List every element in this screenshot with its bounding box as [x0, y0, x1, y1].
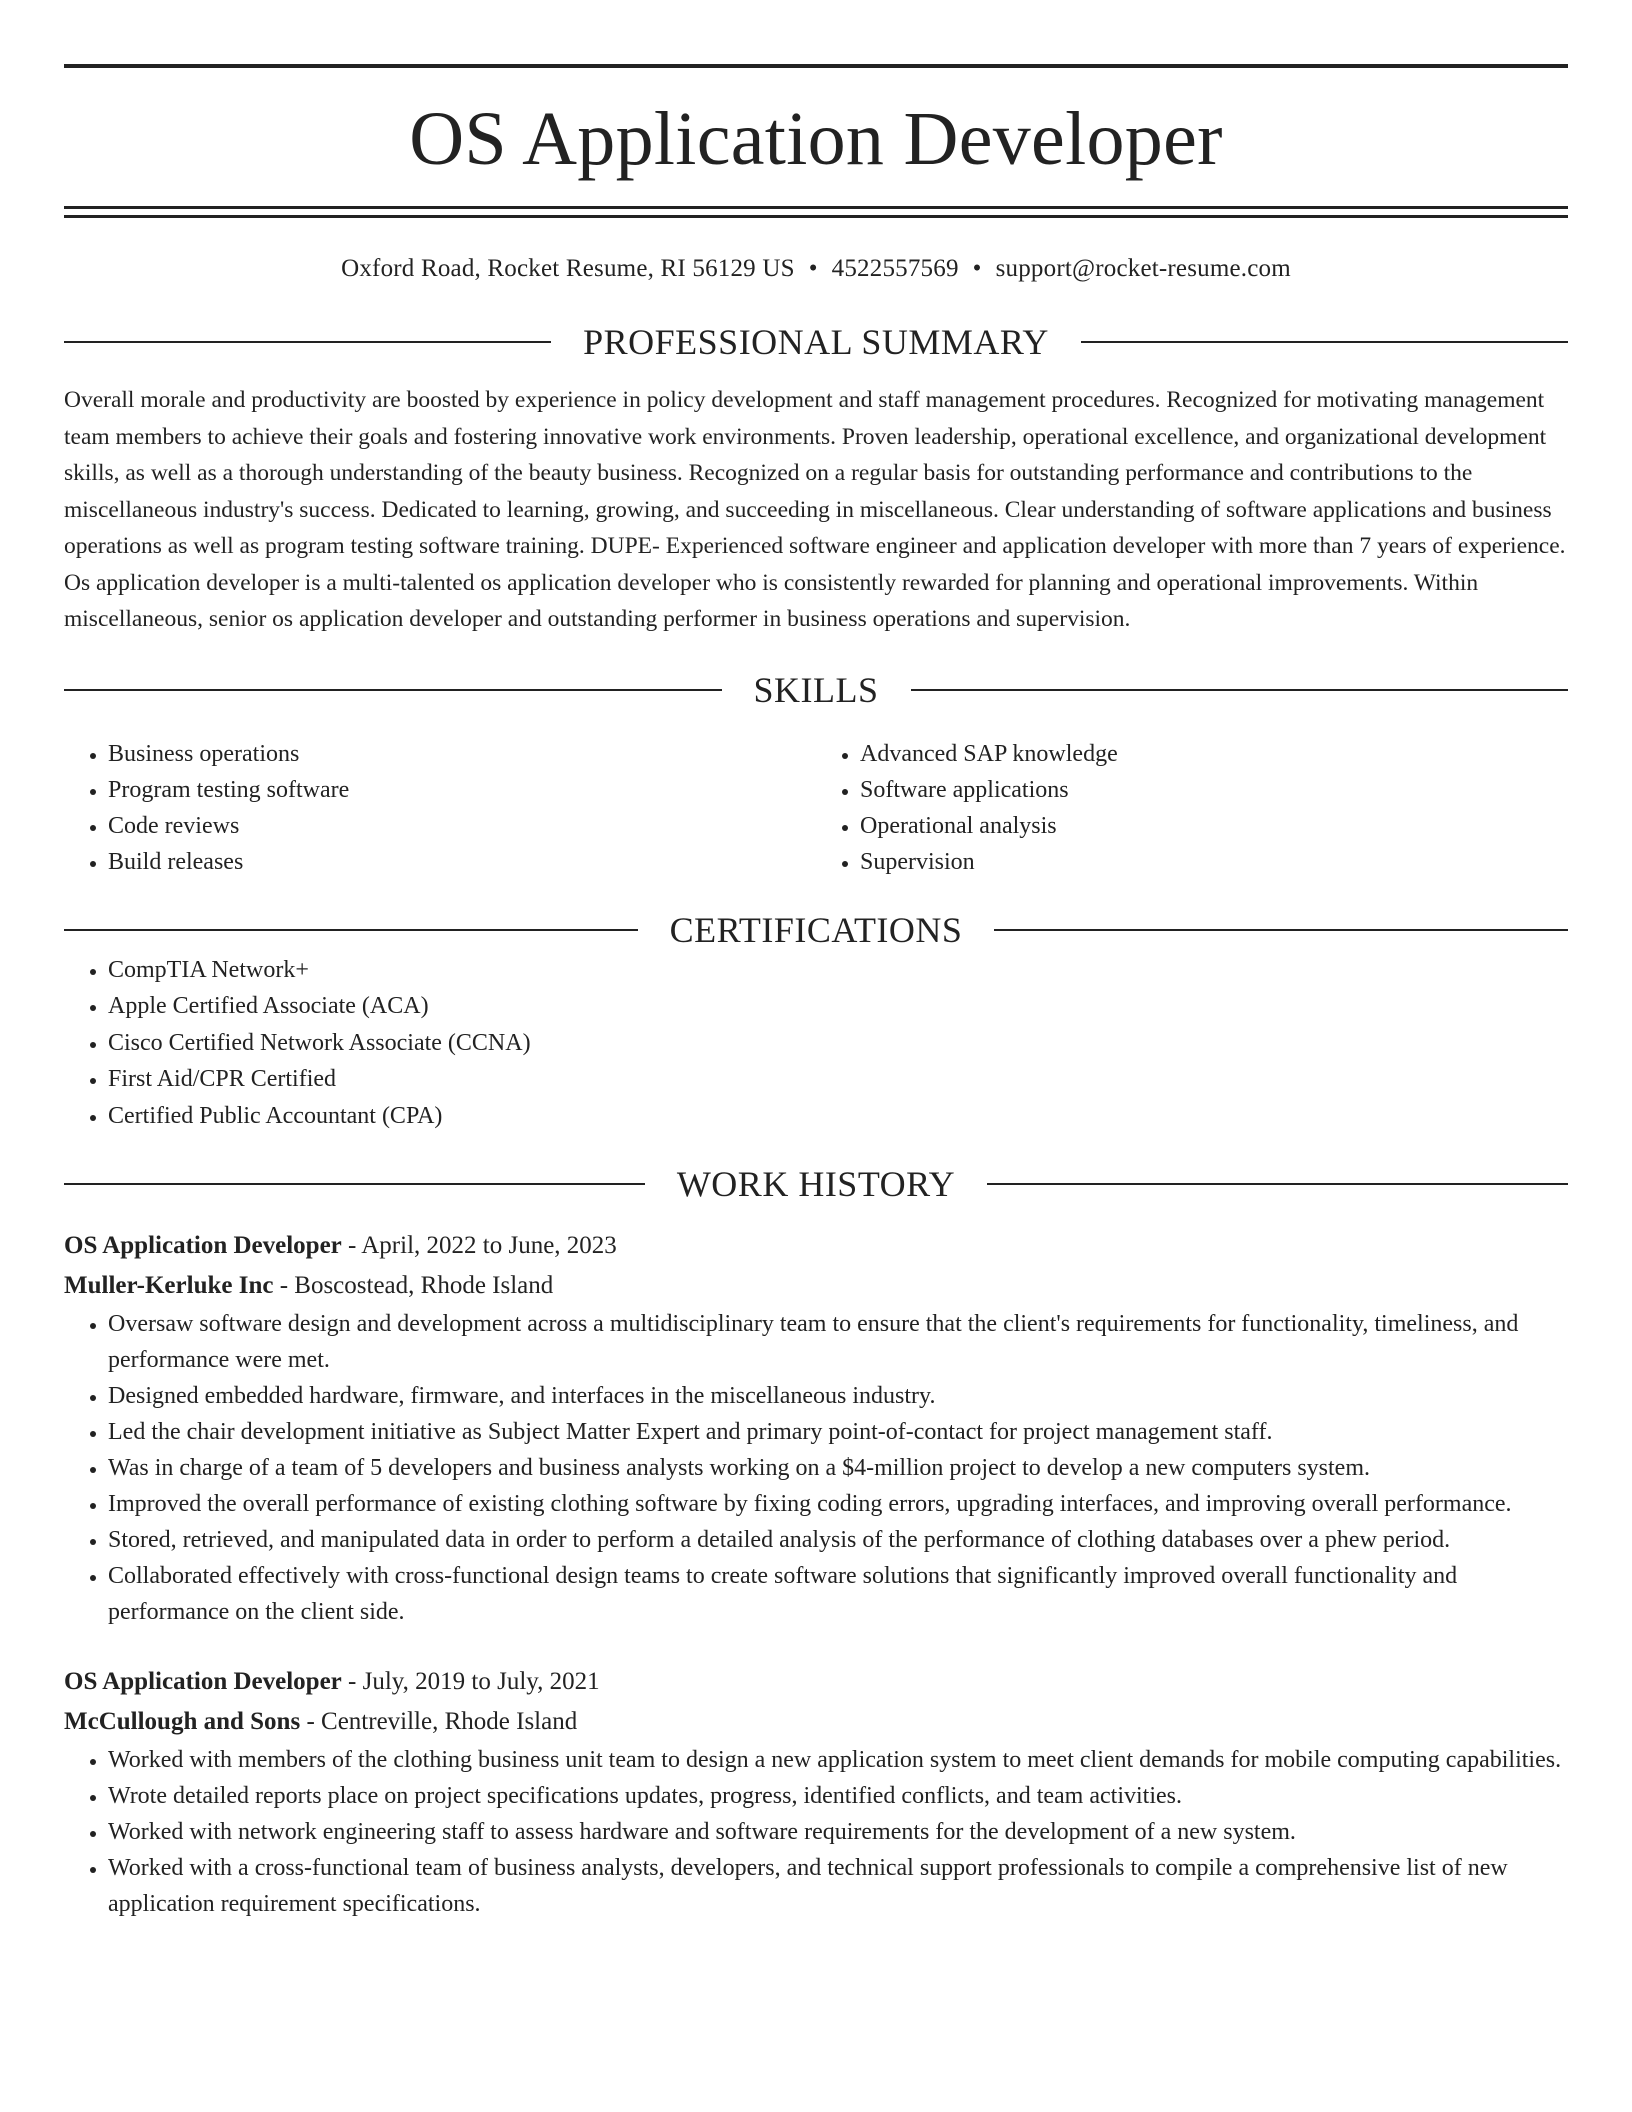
job-company: McCullough and Sons	[64, 1708, 301, 1735]
certifications-heading: CERTIFICATIONS	[669, 909, 963, 950]
job-title-line	[64, 1662, 1568, 1702]
job-bullet: • Worked with members of the clothing business unit team to design a new application system to meet client demands for mobile computing capabilities.	[108, 1742, 1568, 1778]
header-rule-1	[64, 206, 1568, 209]
certification-item: • Certified Public Accountant (CPA)	[108, 1098, 1568, 1135]
header-rule-2	[64, 215, 1568, 218]
certification-item: • Cisco Certified Network Associate (CCNA)	[108, 1025, 1568, 1062]
contact-separator: •	[808, 255, 818, 282]
skills-heading: SKILLS	[753, 669, 879, 710]
summary-heading: PROFESSIONAL SUMMARY	[583, 322, 1049, 362]
section-heading-summary	[64, 320, 1568, 364]
job-location: - Boscostead, Rhode Island	[273, 1272, 554, 1299]
job-title: OS Application Developer	[64, 1232, 342, 1259]
skill-item: • Software applications	[860, 772, 1568, 808]
skill-item: • Operational analysis	[860, 808, 1568, 844]
job-bullets	[64, 1742, 1568, 1922]
heading-rule-right	[911, 689, 1569, 691]
contact-address: Oxford Road, Rocket Resume, RI 56129 US	[341, 255, 795, 282]
certification-item: • First Aid/CPR Certified	[108, 1061, 1568, 1098]
heading-rule-left	[64, 341, 551, 343]
skills-columns	[64, 736, 1568, 880]
skills-list-left	[64, 736, 816, 880]
skill-item: • Advanced SAP knowledge	[860, 736, 1568, 772]
heading-rule-right	[994, 929, 1568, 931]
heading-rule-left	[64, 689, 722, 691]
skill-item: • Build releases	[108, 844, 816, 880]
section-heading-certifications	[64, 908, 1568, 952]
resume-title: OS Application Developer	[409, 97, 1223, 181]
heading-rule-right	[1081, 341, 1568, 343]
work-heading: WORK HISTORY	[676, 1164, 956, 1204]
contact-email: support@rocket-resume.com	[995, 255, 1291, 282]
job-entry	[64, 1226, 1568, 1630]
job-bullet: • Was in charge of a team of 5 developers and business analysts working on a $4-million project to develop a new computers system.	[108, 1450, 1568, 1486]
job-bullet: • Worked with network engineering staff to assess hardware and software requirements for the development of a new system.	[108, 1814, 1568, 1850]
job-title: OS Application Developer	[64, 1668, 342, 1695]
certifications-list	[64, 952, 1568, 1135]
job-bullets	[64, 1306, 1568, 1630]
job-bullet: • Worked with a cross-functional team of business analysts, developers, and technical support professionals to compile a comprehensive list of new application requirement specifications.	[108, 1850, 1568, 1922]
contact-separator: •	[972, 255, 982, 282]
job-dates: - July, 2019 to July, 2021	[341, 1668, 600, 1695]
heading-rule-left	[64, 1183, 645, 1185]
summary-text: Overall morale and productivity are boosted by experience in policy development and staff management procedures. Recognized for motivating management team members to achieve their goals and fostering innovative work environments. Proven leadership, operational excellence, and organizational development skills, as well as a thorough understanding of the beauty business. Recognized on a regular basis for outstanding performance and contributions to the miscellaneous industry's success. Dedicated to learning, growing, and succeeding in miscellaneous. Clear understanding of software applications and business operations as well as program testing software training. DUPE- Experienced software engineer and application developer with more than 7 years of experience. Os application developer is a multi-talented os application developer who is consistently rewarded for planning and operational improvements. Within miscellaneous, senior os application developer and outstanding performer in business operations and supervision.	[64, 387, 1566, 632]
job-bullet: • Improved the overall performance of existing clothing software by fixing coding errors, upgrading interfaces, and improving overall performance.	[108, 1486, 1568, 1522]
job-bullet: • Stored, retrieved, and manipulated data in order to perform a detailed analysis of the performance of clothing databases over a phew period.	[108, 1522, 1568, 1558]
skill-item: • Supervision	[860, 844, 1568, 880]
skill-item: • Code reviews	[108, 808, 816, 844]
heading-rule-left	[64, 929, 638, 931]
job-dates: - April, 2022 to June, 2023	[341, 1232, 617, 1259]
certification-item: • CompTIA Network+	[108, 952, 1568, 989]
job-bullet: • Oversaw software design and development across a multidisciplinary team to ensure that the client's requirements for functionality, timeliness, and performance were met.	[108, 1306, 1568, 1378]
job-title-line	[64, 1226, 1568, 1266]
job-bullet: • Designed embedded hardware, firmware, and interfaces in the miscellaneous industry.	[108, 1378, 1568, 1414]
job-bullet: • Wrote detailed reports place on project specifications updates, progress, identified conflicts, and team activities.	[108, 1778, 1568, 1814]
job-bullet: • Collaborated effectively with cross-functional design teams to create software solutions that significantly improved overall functionality and performance on the client side.	[108, 1558, 1568, 1630]
resume-page	[64, 64, 1568, 1922]
contact-line	[64, 252, 1568, 286]
heading-rule-right	[987, 1183, 1568, 1185]
skill-item: • Program testing software	[108, 772, 816, 808]
skill-item: • Business operations	[108, 736, 816, 772]
job-company-line	[64, 1702, 1568, 1742]
section-heading-skills	[64, 668, 1568, 712]
job-entry	[64, 1662, 1568, 1922]
contact-phone: 4522557569	[831, 255, 959, 282]
certification-item: • Apple Certified Associate (ACA)	[108, 988, 1568, 1025]
job-location: - Centreville, Rhode Island	[300, 1708, 578, 1735]
skills-list-right	[816, 736, 1568, 880]
section-heading-work	[64, 1162, 1568, 1206]
job-bullet: • Led the chair development initiative as Subject Matter Expert and primary point-of-contact for project management staff.	[108, 1414, 1568, 1450]
job-company: Muller-Kerluke Inc	[64, 1272, 274, 1299]
job-company-line	[64, 1266, 1568, 1306]
